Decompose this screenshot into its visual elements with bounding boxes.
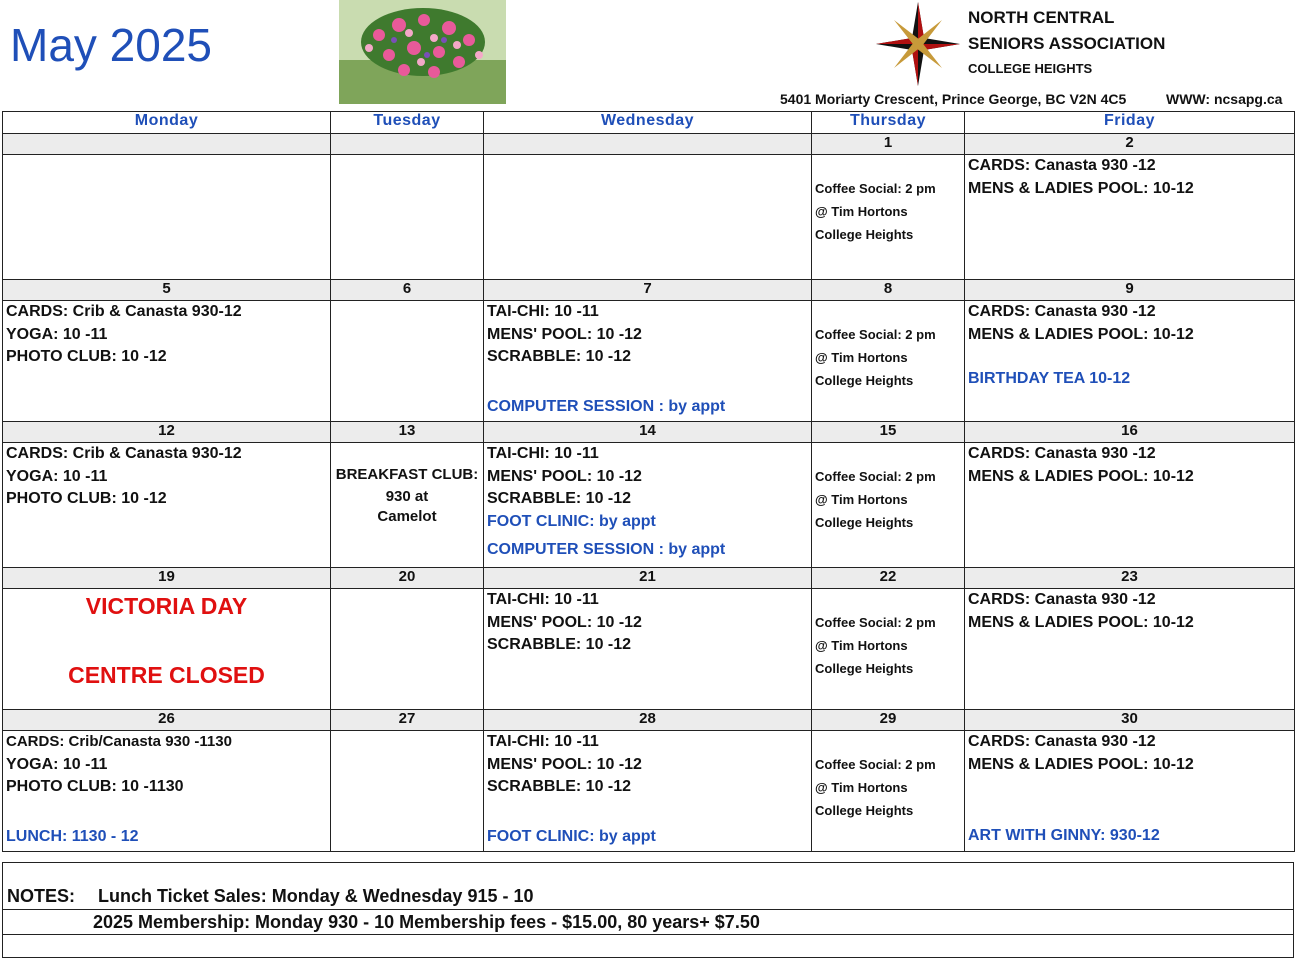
coffee-social: Coffee Social: 2 pm: [815, 327, 936, 342]
day-cell: [965, 731, 1295, 852]
notes-section: [2, 862, 1294, 958]
lunch-ticket-note: Lunch Ticket Sales: Monday & Wednesday 915 - 10: [98, 886, 534, 906]
coffee-area: College Heights: [815, 515, 914, 530]
event: CARDS: Crib & Canasta 930-12: [6, 445, 242, 462]
day-cell: [3, 589, 331, 710]
date-number: 19: [3, 568, 331, 589]
day-header-tuesday: Tuesday: [331, 112, 484, 134]
event: YOGA: 10 -11: [6, 467, 108, 485]
day-header-monday: Monday: [3, 112, 331, 134]
event: SCRABBLE: 10 -12: [487, 490, 632, 507]
date-number: 8: [812, 280, 965, 301]
day-cell: [965, 301, 1295, 422]
closure-notice: CENTRE CLOSED: [68, 662, 265, 688]
event: TAI-CHI: 10 -11: [487, 303, 599, 320]
event: SCRABBLE: 10 -12: [487, 348, 632, 365]
day-cell: [3, 155, 331, 280]
date-number: 16: [965, 422, 1295, 443]
event: CARDS: Canasta 930 -12: [968, 303, 1156, 320]
compass-star-logo: [876, 2, 960, 86]
day-cell: [965, 589, 1295, 710]
coffee-social: Coffee Social: 2 pm: [815, 181, 936, 196]
membership-note: 2025 Membership: Monday 930 - 10 Membership fees - $15.00, 80 years+ $7.50: [93, 911, 760, 932]
coffee-social: Coffee Social: 2 pm: [815, 615, 936, 630]
event: MENS' POOL: 10 -12: [487, 613, 642, 631]
event-highlight: FOOT CLINIC: by appt: [487, 827, 656, 845]
event-highlight: FOOT CLINIC: by appt: [487, 512, 656, 530]
event: 930 at: [385, 487, 429, 505]
org-line-1: NORTH CENTRAL: [968, 8, 1115, 27]
day-cell: [484, 589, 812, 710]
notes-row-empty: [3, 935, 1294, 958]
event: TAI-CHI: 10 -11: [487, 733, 599, 750]
day-cell: [812, 731, 965, 852]
coffee-location: @ Tim Hortons: [815, 638, 908, 653]
notes-row-2: [3, 910, 1294, 935]
day-cell: [965, 155, 1295, 280]
date-number: 12: [3, 422, 331, 443]
event: YOGA: 10 -11: [6, 755, 108, 773]
day-header-wednesday: Wednesday: [484, 112, 812, 134]
org-line-3: COLLEGE HEIGHTS: [968, 61, 1093, 76]
day-cell: [484, 301, 812, 422]
day-cell: [812, 443, 965, 568]
address: 5401 Moriarty Crescent, Prince George, BC V2N 4C5: [780, 91, 1127, 107]
event: TAI-CHI: 10 -11: [487, 445, 599, 462]
date-number: 7: [484, 280, 812, 301]
event: SCRABBLE: 10 -12: [487, 636, 632, 653]
coffee-social: Coffee Social: 2 pm: [815, 469, 936, 484]
event: MENS' POOL: 10 -12: [487, 755, 642, 773]
event: BREAKFAST CLUB:: [335, 466, 479, 483]
event: TAI-CHI: 10 -11: [487, 591, 599, 608]
event: CARDS: Crib/Canasta 930 -1130: [6, 733, 232, 750]
day-cell: [484, 443, 812, 568]
event: SCRABBLE: 10 -12: [487, 778, 632, 795]
date-number: 23: [965, 568, 1295, 589]
day-cell: [331, 301, 484, 422]
date-number: 21: [484, 568, 812, 589]
day-cell: [3, 731, 331, 852]
day-cell: [484, 731, 812, 852]
date-number: 22: [812, 568, 965, 589]
event: MENS' POOL: 10 -12: [487, 467, 642, 485]
notes-row-1: [3, 863, 1294, 910]
coffee-location: @ Tim Hortons: [815, 350, 908, 365]
event: PHOTO CLUB: 10 -12: [6, 348, 167, 365]
date-number: [484, 134, 812, 155]
date-number: 14: [484, 422, 812, 443]
date-number: 9: [965, 280, 1295, 301]
event: Camelot: [377, 507, 437, 525]
day-header-thursday: Thursday: [812, 112, 965, 134]
date-number: 13: [331, 422, 484, 443]
day-header-friday: Friday: [965, 112, 1295, 134]
day-cell: [331, 589, 484, 710]
event: MENS & LADIES POOL: 10-12: [968, 325, 1194, 343]
event: PHOTO CLUB: 10 -12: [6, 490, 167, 507]
date-number: 5: [3, 280, 331, 301]
coffee-location: @ Tim Hortons: [815, 204, 908, 219]
day-cell: [812, 589, 965, 710]
coffee-location: @ Tim Hortons: [815, 780, 908, 795]
event: YOGA: 10 -11: [6, 325, 108, 343]
day-cell: [331, 443, 484, 568]
date-number: 15: [812, 422, 965, 443]
event: MENS & LADIES POOL: 10-12: [968, 613, 1194, 631]
org-line-2: SENIORS ASSOCIATION: [968, 34, 1166, 53]
page-title: May 2025: [10, 19, 213, 71]
date-number: [331, 134, 484, 155]
event: CARDS: Canasta 930 -12: [968, 591, 1156, 608]
calendar-grid: [2, 111, 1295, 852]
date-number: [3, 134, 331, 155]
day-cell: [331, 731, 484, 852]
event: MENS & LADIES POOL: 10-12: [968, 179, 1194, 197]
day-cell: [3, 301, 331, 422]
event: CARDS: Canasta 930 -12: [968, 157, 1156, 174]
coffee-area: College Heights: [815, 373, 914, 388]
date-number: 30: [965, 710, 1295, 731]
event-highlight: BIRTHDAY TEA 10-12: [968, 370, 1131, 387]
coffee-social: Coffee Social: 2 pm: [815, 757, 936, 772]
event: MENS & LADIES POOL: 10-12: [968, 467, 1194, 485]
day-cell: [812, 301, 965, 422]
website: WWW: ncsapg.ca: [1166, 91, 1283, 107]
day-cell: [331, 155, 484, 280]
date-number: 29: [812, 710, 965, 731]
coffee-area: College Heights: [815, 661, 914, 676]
event-highlight: LUNCH: 1130 - 12: [6, 827, 139, 845]
event: CARDS: Crib & Canasta 930-12: [6, 303, 242, 320]
date-number: 20: [331, 568, 484, 589]
event: MENS' POOL: 10 -12: [487, 325, 642, 343]
event-highlight: COMPUTER SESSION : by appt: [487, 397, 726, 415]
date-number: 28: [484, 710, 812, 731]
event-highlight: ART WITH GINNY: 930-12: [968, 827, 1160, 844]
date-number: 26: [3, 710, 331, 731]
coffee-area: College Heights: [815, 803, 914, 818]
day-cell: [484, 155, 812, 280]
event: MENS & LADIES POOL: 10-12: [968, 755, 1194, 773]
hanging-flower-basket-photo: [339, 0, 506, 104]
event: CARDS: Canasta 930 -12: [968, 733, 1156, 750]
event: CARDS: Canasta 930 -12: [968, 445, 1156, 462]
day-cell: [812, 155, 965, 280]
event-highlight: COMPUTER SESSION : by appt: [487, 541, 726, 558]
date-number: 6: [331, 280, 484, 301]
notes-label: NOTES:: [7, 886, 76, 906]
coffee-area: College Heights: [815, 227, 914, 242]
holiday-label: VICTORIA DAY: [85, 593, 248, 619]
date-number: 27: [331, 710, 484, 731]
date-number: 1: [812, 134, 965, 155]
day-cell: [965, 443, 1295, 568]
day-cell: [3, 443, 331, 568]
coffee-location: @ Tim Hortons: [815, 492, 908, 507]
organization-name: [968, 5, 1165, 81]
date-number: 2: [965, 134, 1295, 155]
event: PHOTO CLUB: 10 -1130: [6, 778, 184, 795]
